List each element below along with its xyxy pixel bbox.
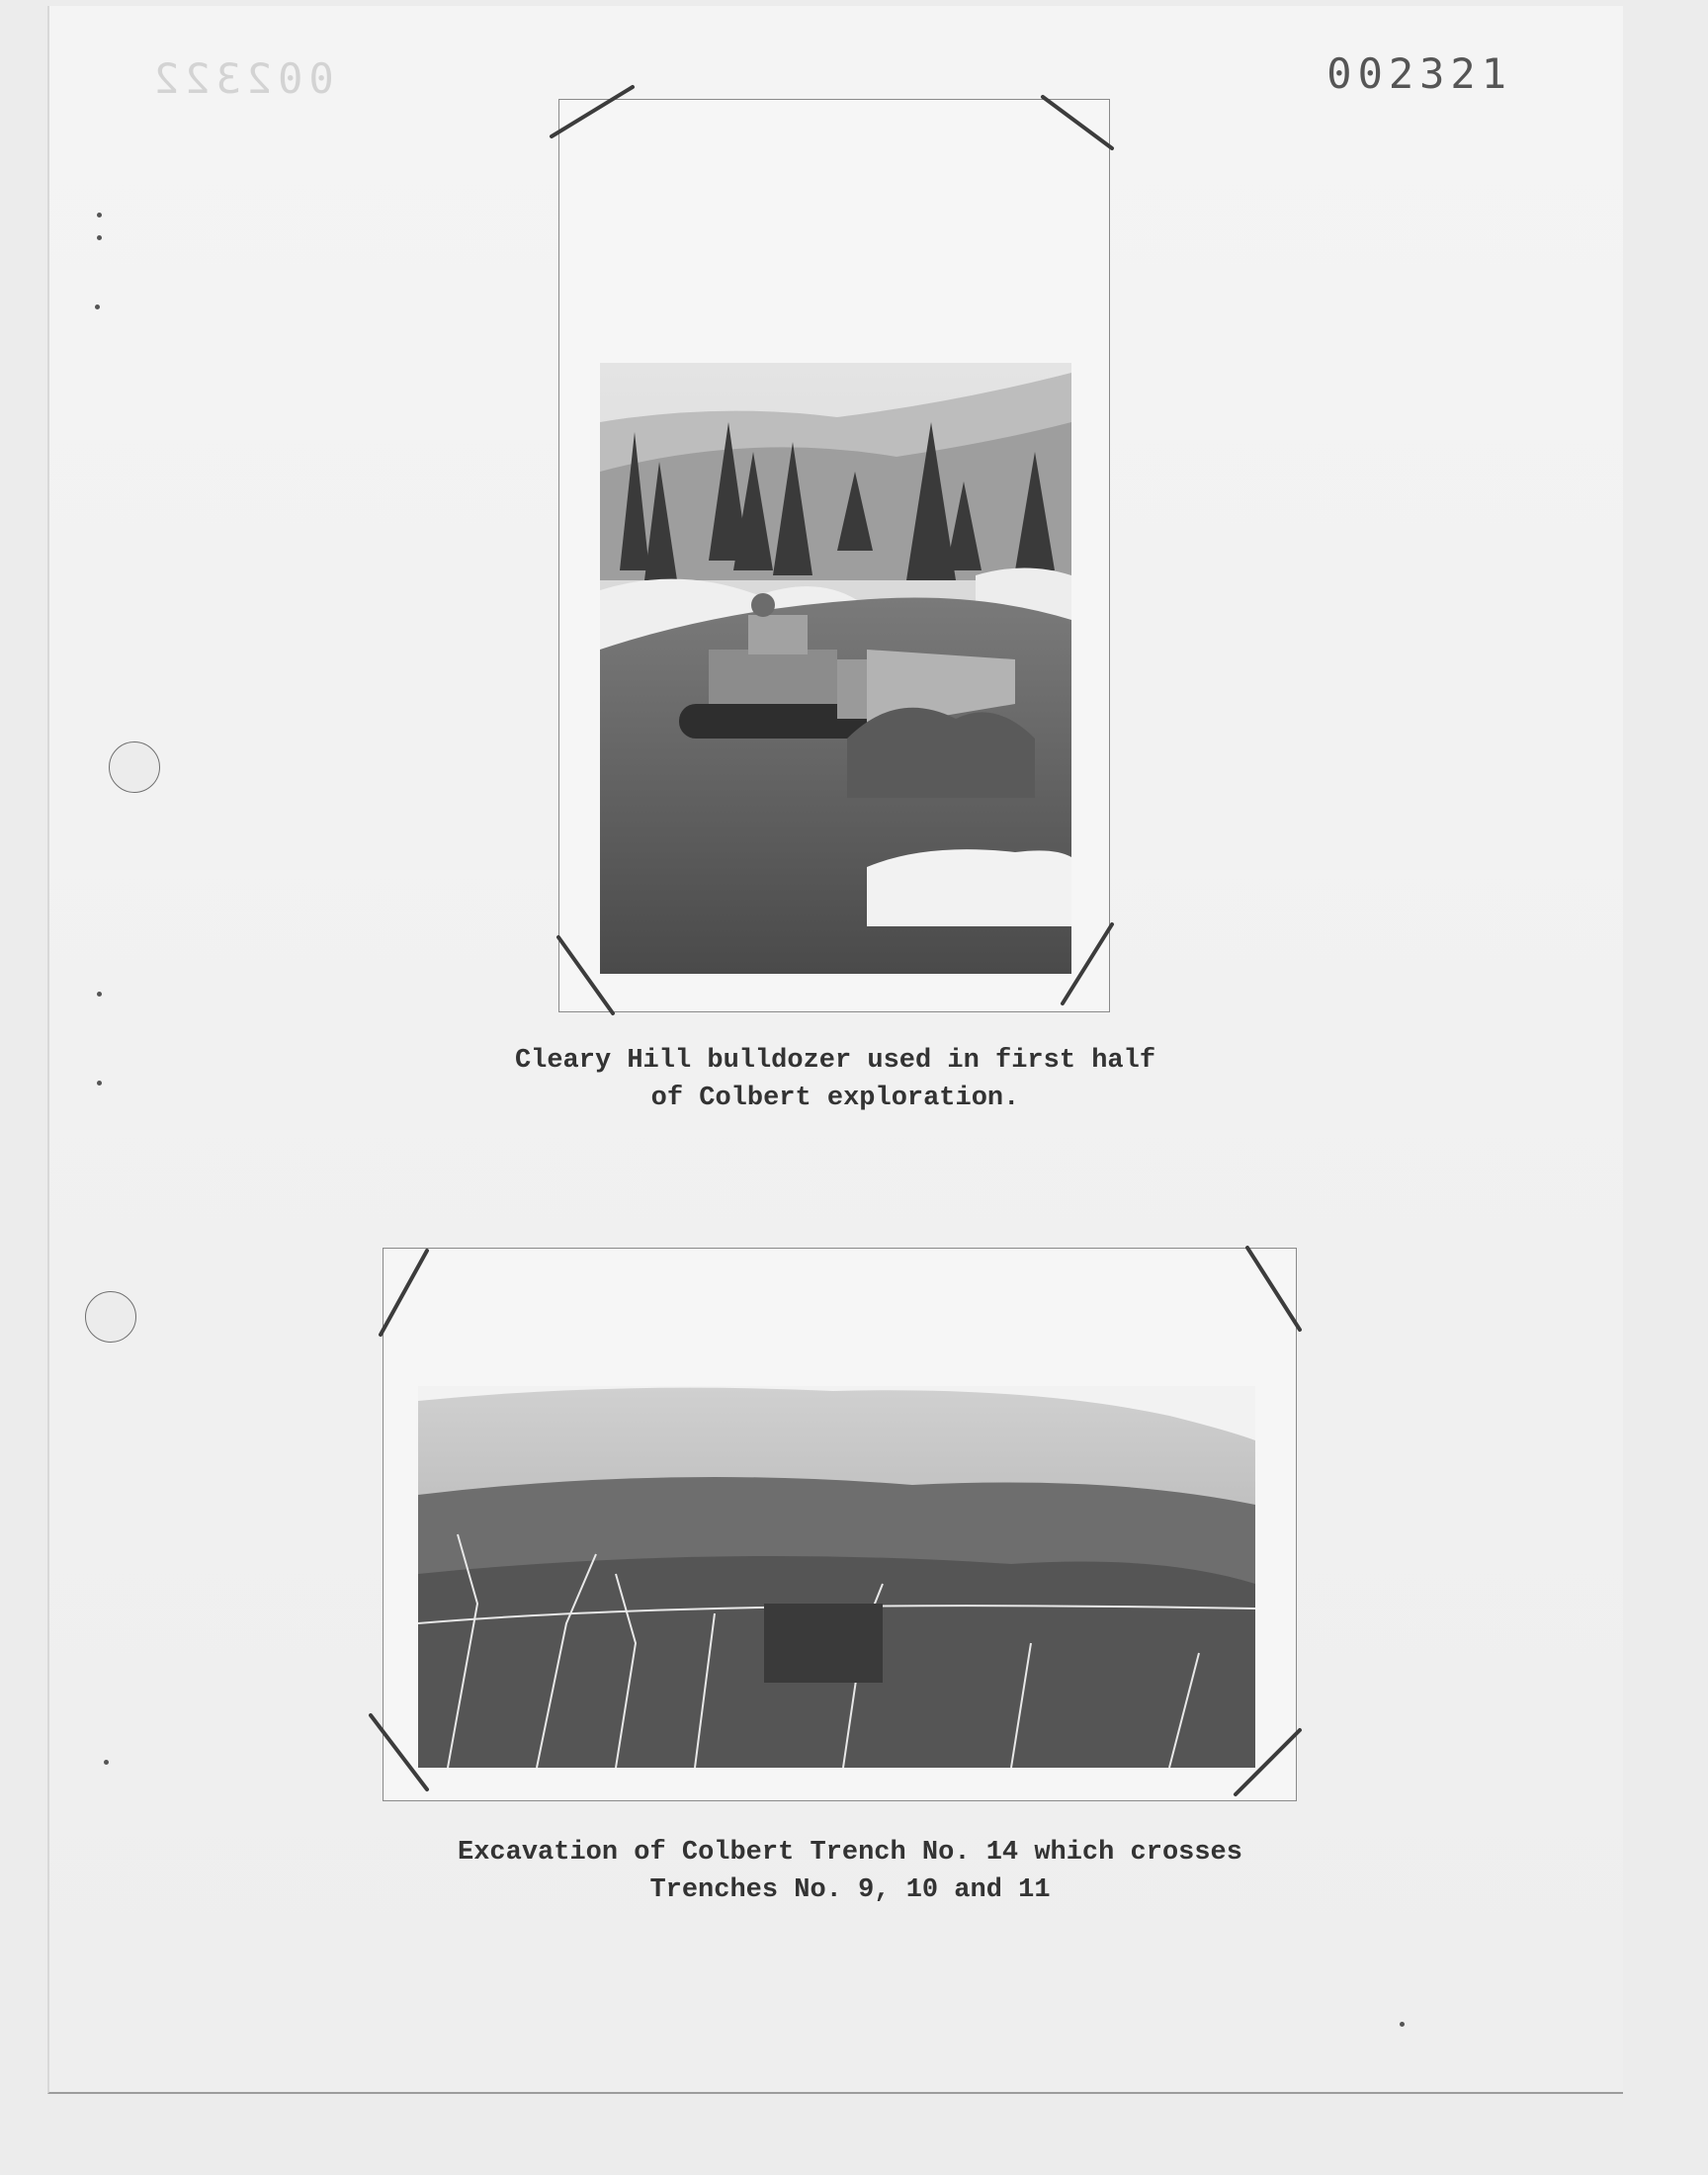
photo-2-caption [415,1834,1285,1909]
paper-speck [95,304,100,309]
paper-speck [97,992,102,997]
ghost-document-number: 002322 [148,54,334,103]
paper-speck [104,1760,109,1765]
trench-photo [418,1386,1255,1768]
photo-2-caption-line2: Trenches No. 9, 10 and 11 [649,1875,1051,1905]
document-number: 002321 [1326,49,1512,98]
photo-2-caption-line1: Excavation of Colbert Trench No. 14 which crosses [458,1838,1242,1868]
paper-speck [97,235,102,240]
binder-hole-bottom [85,1291,136,1343]
photo-1-caption-line2: of Colbert exploration. [650,1084,1020,1113]
bulldozer-photo [600,363,1071,974]
paper-speck [97,1081,102,1086]
binder-hole-top [109,741,160,793]
photo-1-caption-line1: Cleary Hill bulldozer used in first half [514,1046,1156,1076]
photo-1-caption [479,1042,1191,1117]
paper-speck [97,213,102,218]
paper-speck [1400,2022,1405,2027]
